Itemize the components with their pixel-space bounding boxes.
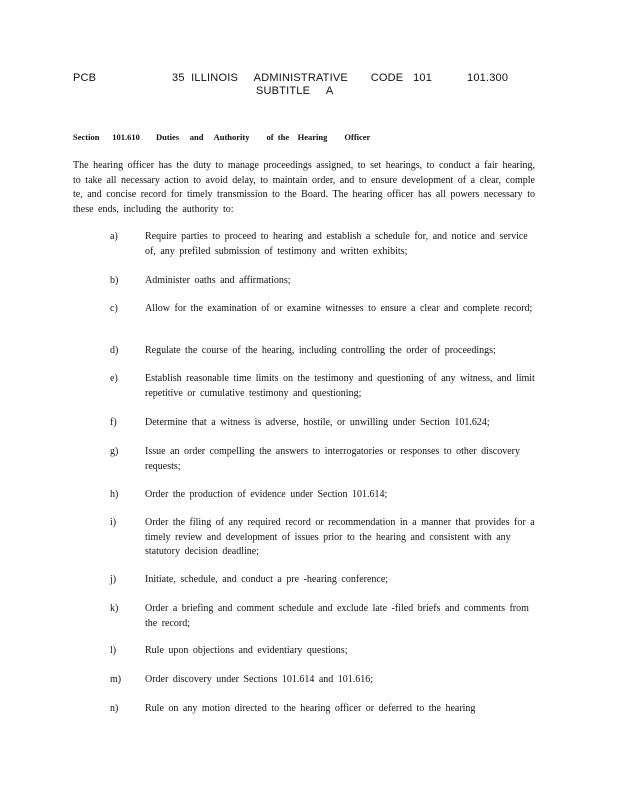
- list-item: [73, 302, 535, 317]
- section-title: Duties and Authority of the Hearing Officer: [155, 132, 371, 142]
- header-left-code: PCB: [73, 72, 97, 84]
- list-item-label: f): [110, 417, 117, 428]
- list-item: [73, 488, 535, 503]
- list-item-label: j): [110, 574, 117, 585]
- list-item-text: Rule upon objections and evidentiary questions;: [145, 645, 348, 656]
- list-item-text: Regulate the course of the hearing, including controlling the order of proceedings;: [145, 345, 496, 356]
- intro-paragraph: The hearing officer has the duty to manage proceedings assigned, to set hearings, to conduct a fair hearing, to take all necessary action to avoid delay, to maintain order, and to ensure development of a clear, comple te, and concise record for timely transmission to the Board. The hearing officer has all powers necessary to these ends, including the authority to:: [73, 160, 535, 215]
- list-item: [73, 344, 535, 359]
- list-item: [73, 702, 535, 717]
- list-item-text: Order the filing of any required record or recommendation in a manner that provides for a timely review and development of issues prior to the hearing and consistent with any statutory decision deadline;: [145, 517, 535, 557]
- list-item: [73, 602, 535, 631]
- list-item: [73, 416, 535, 431]
- list-item-text: Rule on any motion directed to the hearing officer or deferred to the hearing: [145, 703, 476, 714]
- list-item-label: h): [110, 489, 119, 500]
- list-item-label: n): [110, 703, 119, 714]
- list-item-label: g): [110, 446, 119, 457]
- list-item-label: e): [110, 373, 118, 384]
- list-item-label: a): [110, 231, 118, 242]
- list-item-text: Initiate, schedule, and conduct a pre -hearing conference;: [145, 574, 389, 585]
- list-item-label: b): [110, 275, 119, 286]
- list-item-text: Determine that a witness is adverse, hostile, or unwilling under Section 101.624;: [145, 417, 490, 428]
- list-item-label: c): [110, 303, 118, 314]
- header-title-line2: SUBTITLE A: [256, 85, 334, 97]
- list-item-label: l): [110, 645, 117, 656]
- list-item-label: i): [110, 517, 117, 528]
- header-title-line1: 35 ILLINOIS ADMINISTRATIVE CODE 101: [172, 72, 433, 84]
- list-item-text: Order the production of evidence under Section 101.614;: [145, 489, 388, 500]
- list-item-label: d): [110, 345, 119, 356]
- section-number: Section 101.610: [73, 132, 140, 142]
- list-item-text: Order discovery under Sections 101.614 and 101.616;: [145, 674, 374, 685]
- list-item-label: m): [110, 674, 122, 685]
- list-item-text: Require parties to proceed to hearing and establish a schedule for, and notice and service of, any prefiled submission of testimony and written exhibits;: [145, 231, 528, 257]
- section-heading: [73, 132, 384, 142]
- list-item: [73, 644, 535, 659]
- list-item-text: Order a briefing and comment schedule and exclude late -filed briefs and comments from the record;: [145, 603, 529, 629]
- list-item-text: Establish reasonable time limits on the testimony and questioning of any witness, and limit repetitive or cumulative testimony and questioning;: [145, 373, 535, 399]
- list-item: [73, 230, 535, 259]
- list-item: [73, 372, 535, 401]
- header-right-section: 101.300: [467, 72, 509, 84]
- list-item-text: Administer oaths and affirmations;: [145, 275, 291, 286]
- list-item: [73, 274, 535, 289]
- list-item: [73, 673, 535, 688]
- list-item-text: Issue an order compelling the answers to interrogatories or responses to other discovery requests;: [145, 446, 521, 472]
- list-item: [73, 573, 535, 588]
- list-item-label: k): [110, 603, 119, 614]
- list-item: [73, 445, 535, 474]
- list-item: [73, 516, 535, 560]
- list-item-text: Allow for the examination of or examine witnesses to ensure a clear and complete record;: [145, 303, 533, 314]
- header-title: [172, 72, 432, 97]
